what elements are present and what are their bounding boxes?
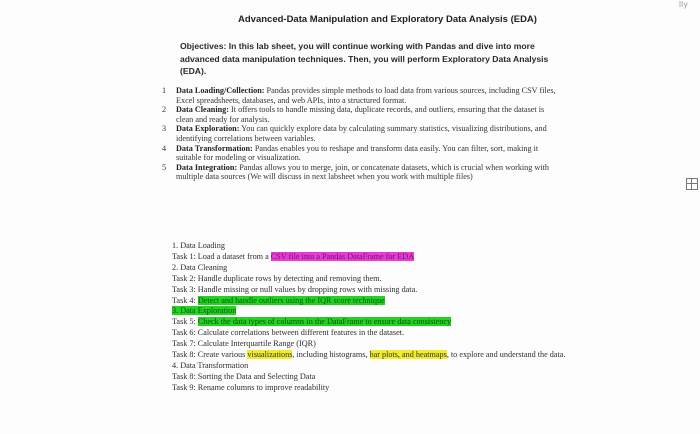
item-text: You can quickly explore data by calculating summary statistics, visualizing distributions, and identifying correlations between variables. [176, 124, 547, 143]
item-heading: Data Transformation: [176, 143, 253, 153]
task-list [172, 241, 572, 394]
list-number: 4 [162, 143, 167, 153]
list-item [162, 163, 562, 182]
list-number: 5 [162, 162, 167, 172]
item-text: Pandas enables you to reshape and transform data easily. You can filter, sort, making it suitable for modeling or visualization. [176, 143, 539, 163]
task-text: , including histograms, [292, 350, 370, 360]
item-heading: Data Exploration: [176, 124, 240, 134]
page-title: Advanced-Data Manipulation and Exploratory Data Analysis (EDA) [238, 14, 537, 25]
item-text: Pandas allows you to merge, join, or concatenate datasets, which is crucial when working with multiple data sources (We will discuss in next labsheet when you work with multiple files) [176, 162, 549, 182]
task-1 [172, 252, 572, 263]
highlight-green: Check the data types of columns in the DataFrame to ensure data consistency [197, 317, 452, 327]
task-5 [172, 317, 572, 328]
task-4 [172, 296, 572, 307]
list-item [162, 105, 562, 124]
task-7: Task 7: Calculate Interquartile Range (IQR) [172, 339, 316, 349]
task-9: Task 9: Rename columns to improve readability [172, 382, 330, 392]
task-text: , to explore and understand the data. [446, 350, 566, 360]
highlight-pink: CSV file into a Pandas DataFrame for EDA [270, 251, 415, 261]
task-text: Task 5: [172, 317, 198, 327]
list-item [162, 124, 562, 143]
item-heading: Data Loading/Collection: [176, 86, 265, 95]
section-heading-loading: 1. Data Loading [172, 241, 225, 250]
objectives-paragraph: Objectives: In this lab sheet, you will continue working with Pandas and dive into more advanced data manipulation techniques. Then, you will perform Exploratory Data Analysis (EDA). [180, 41, 549, 77]
list-number: 1 [162, 86, 167, 95]
task-6: Task 6: Calculate correlations between different features in the dataset. [172, 328, 405, 338]
item-text: It offers tools to handle missing data, duplicate records, and outliers, ensuring that the dataset is clean and ready for analysis. [176, 105, 545, 124]
task-text: Task 4: [172, 295, 198, 305]
section-heading-transformation: 4. Data Transformation [172, 360, 249, 370]
section-heading-cleaning: 2. Data Cleaning [172, 262, 228, 272]
task-8 [172, 350, 572, 361]
section-heading-exploration [172, 306, 572, 317]
highlight-green: Detect and handle outliers using the IQR score technique [197, 295, 385, 305]
list-number: 2 [162, 105, 167, 115]
item-text: Pandas provides simple methods to load data from various sources, including CSV files, Excel spreadsheets, databases, and web APIs, into a structured format. [176, 86, 556, 105]
task-text: Task 1: Load a dataset from a [172, 251, 271, 261]
corner-mark: lly [678, 0, 688, 9]
objectives-list [162, 86, 562, 182]
task-8b: Task 8: Sorting the Data and Selecting Data [172, 371, 316, 381]
item-heading: Data Integration: [176, 162, 238, 172]
highlight-green: 3. Data Exploration [172, 306, 237, 316]
list-number: 3 [162, 124, 167, 134]
list-item [162, 144, 562, 163]
highlight-yellow: visualizations [247, 350, 293, 360]
task-text: Task 8: Create various [172, 350, 248, 360]
expand-icon[interactable] [686, 178, 698, 190]
item-heading: Data Cleaning: [176, 105, 229, 115]
task-2: Task 2: Handle duplicate rows by detecting and removing them. [172, 273, 382, 283]
list-item [162, 86, 562, 105]
task-3: Task 3: Handle missing or null values by dropping rows with missing data. [172, 284, 418, 294]
highlight-yellow: bar plots, and heatmaps [369, 350, 447, 360]
